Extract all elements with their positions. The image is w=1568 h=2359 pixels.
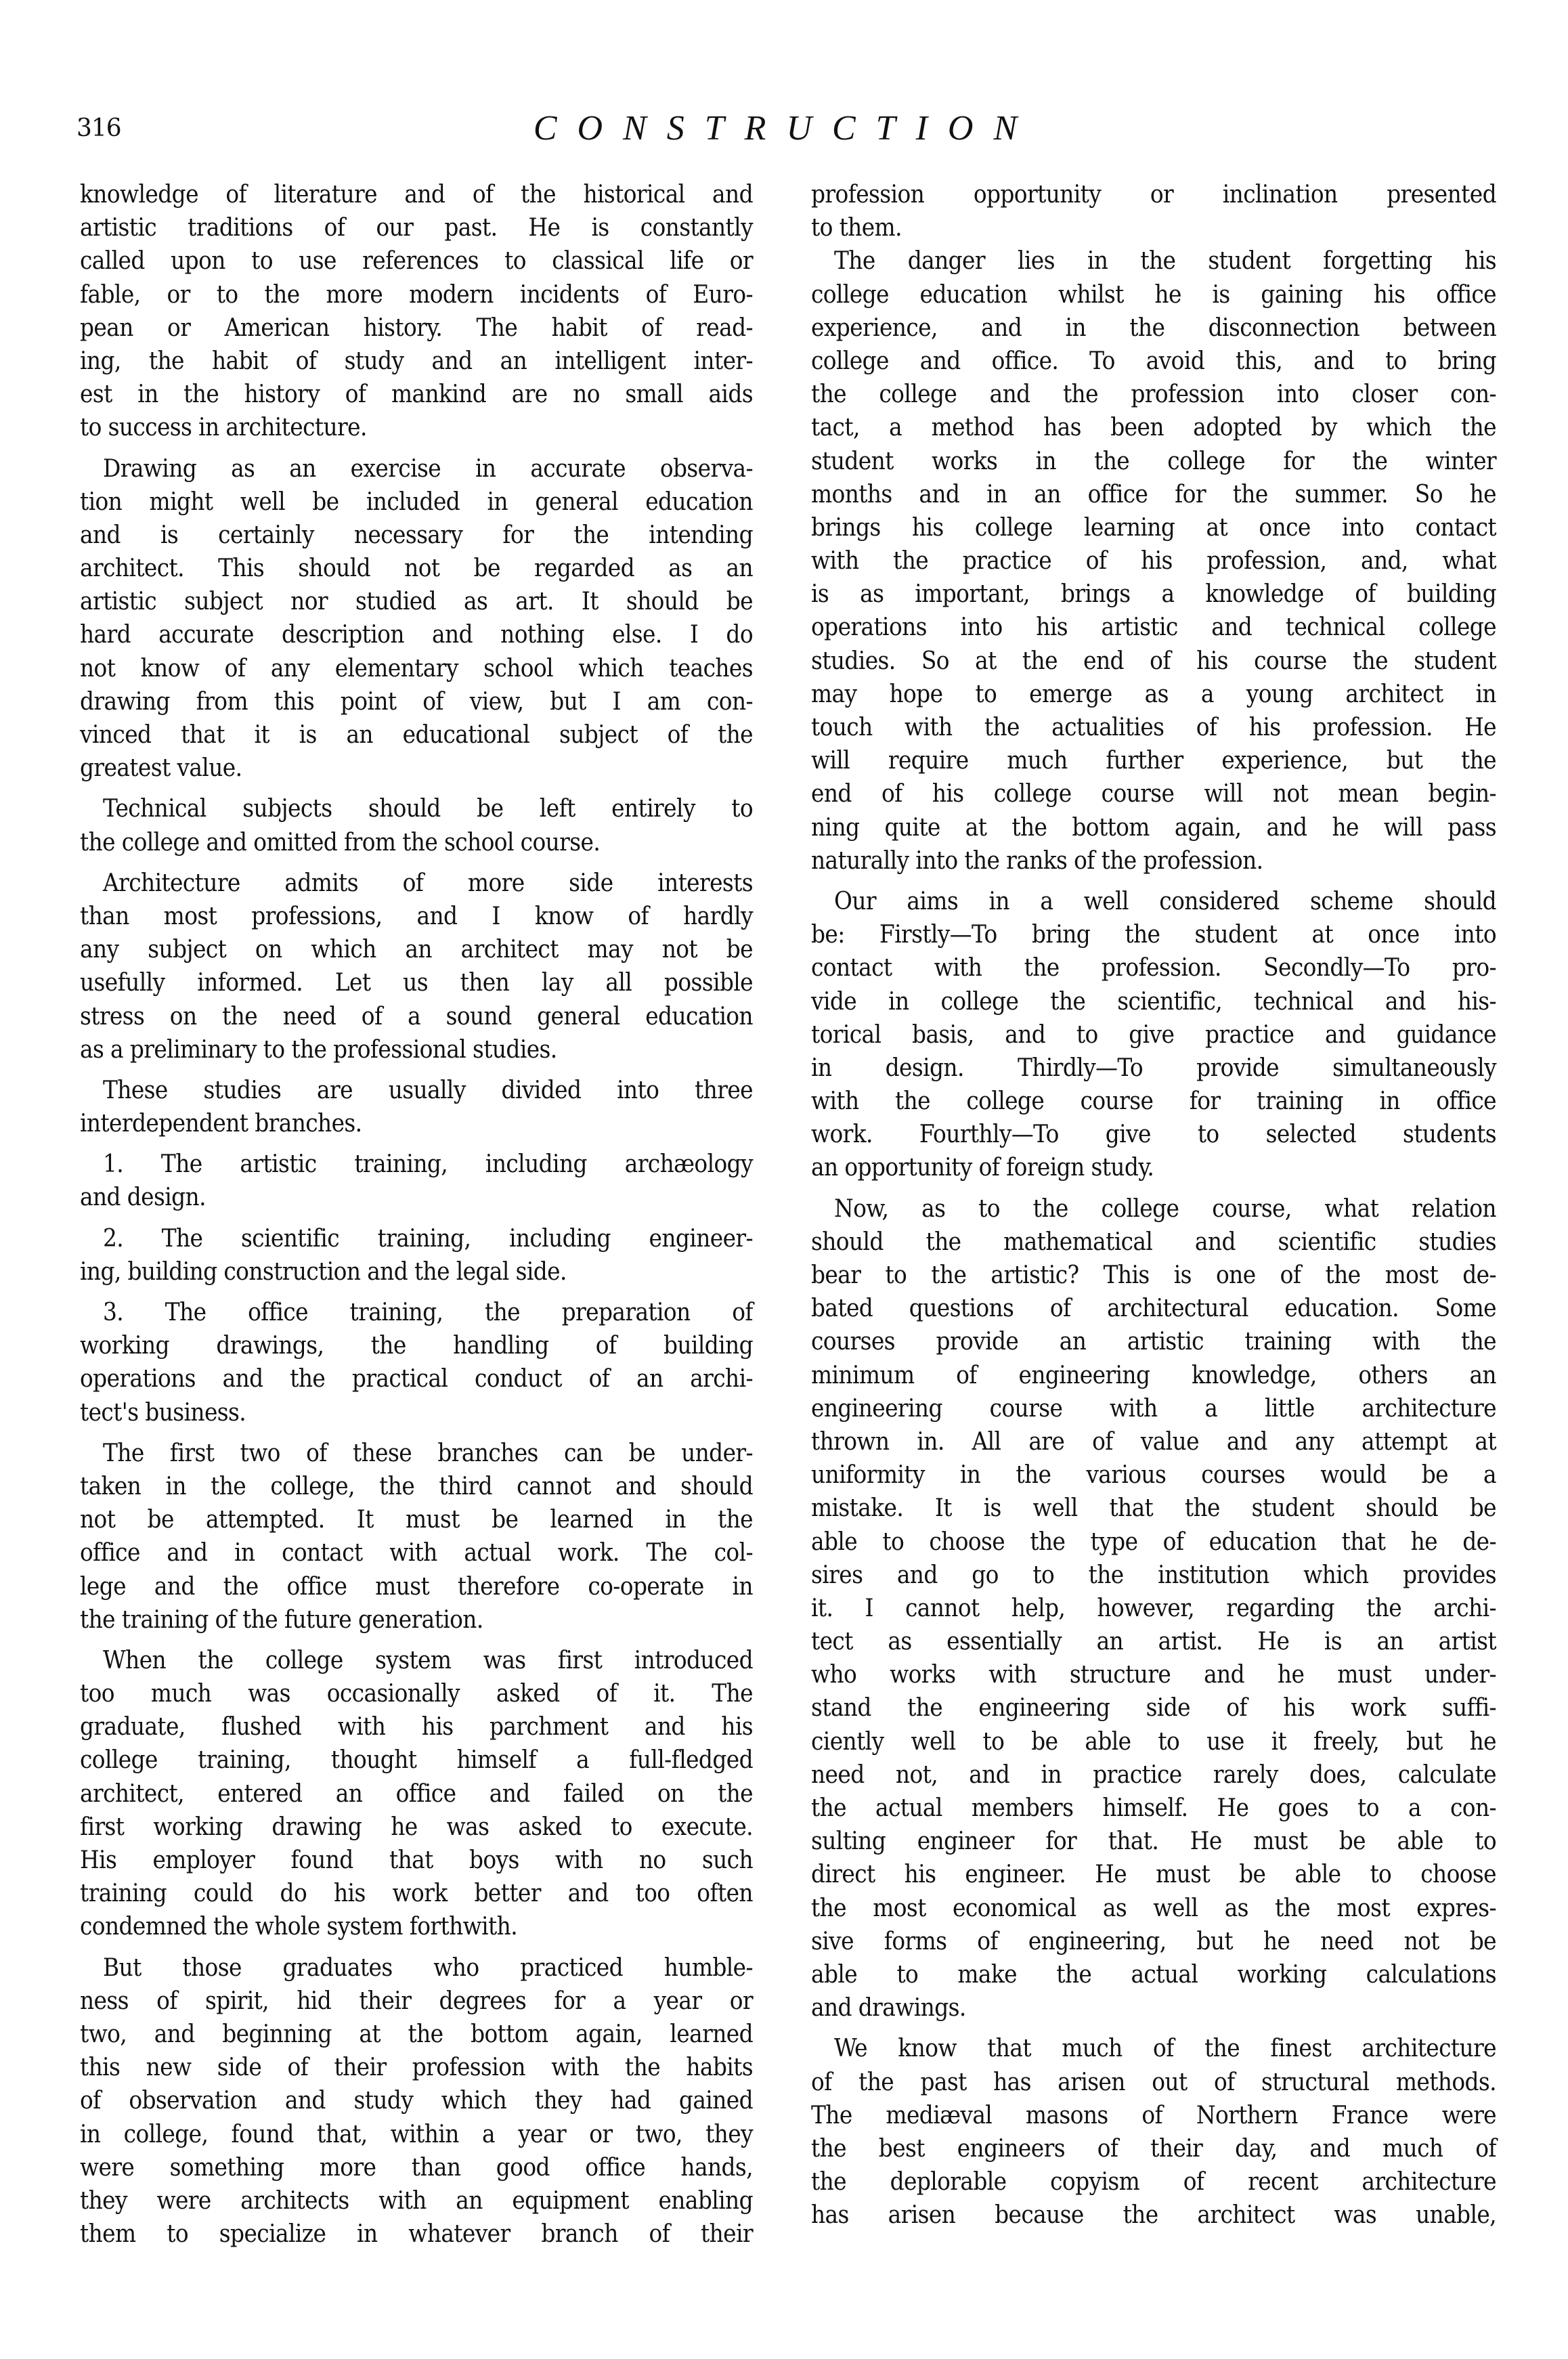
text-line: minimum of engineering knowledge, others an xyxy=(811,1360,1496,1389)
text-line: mistake. It is well that the student should be xyxy=(811,1493,1496,1523)
paragraph xyxy=(811,2031,1496,2231)
text-line: courses provide an artistic training with the xyxy=(811,1326,1496,1356)
paragraph xyxy=(80,177,753,444)
text-line: engineering course with a little architecture xyxy=(811,1393,1496,1423)
text-line: fable, or to the more modern incidents of Euro- xyxy=(80,279,753,309)
text-line: to success in architecture. xyxy=(80,412,367,442)
text-line: est in the history of mankind are no small aids xyxy=(80,379,753,409)
text-line: experience, and in the disconnection between xyxy=(811,312,1496,342)
text-line: These studies are usually divided into three xyxy=(103,1075,753,1104)
text-line: the actual members himself. He goes to a con- xyxy=(811,1793,1496,1822)
text-line: studies. So at the end of his course the student xyxy=(811,645,1496,675)
text-line: work. Fourthly—To give to selected students xyxy=(811,1119,1496,1149)
text-line: vide in college the scientific, technical and his- xyxy=(811,986,1496,1016)
text-line: 1. The artistic training, including archæology xyxy=(103,1149,753,1179)
text-line: the college and omitted from the school course. xyxy=(80,827,601,857)
text-line: may hope to emerge as a young architect in xyxy=(811,678,1496,708)
text-line: The danger lies in the student forgetting his xyxy=(834,246,1496,276)
text-line: When the college system was first introduced xyxy=(103,1645,753,1674)
text-line: the college and the profession into closer con- xyxy=(811,379,1496,409)
text-line: in design. Thirdly—To provide simultaneously xyxy=(811,1052,1496,1082)
text-line: ciently well to be able to use it freely, but he xyxy=(811,1726,1496,1756)
text-line: sires and go to the institution which provides xyxy=(811,1559,1496,1589)
text-line: is as important, brings a knowledge of building xyxy=(811,579,1496,609)
text-line: The first two of these branches can be under- xyxy=(103,1437,753,1467)
text-line: contact with the profession. Secondly—To pro- xyxy=(811,953,1496,982)
text-line: drawing from this point of view, but I am con- xyxy=(80,686,753,716)
text-line: college education whilst he is gaining his office xyxy=(811,279,1496,309)
text-line: not know of any elementary school which teaches xyxy=(80,653,753,683)
text-line: months and in an office for the summer. So he xyxy=(811,479,1496,508)
text-line: the most economical as well as the most expres- xyxy=(811,1892,1496,1922)
text-line: His employer found that boys with no such xyxy=(80,1845,753,1874)
paragraph xyxy=(80,1643,753,1943)
text-line: who works with structure and he must under- xyxy=(811,1660,1496,1689)
paragraph xyxy=(811,244,1496,877)
text-line: need not, and in practice rarely does, calculate xyxy=(811,1759,1496,1789)
text-line: We know that much of the finest architecture xyxy=(834,2033,1496,2063)
text-line: the training of the future generation. xyxy=(80,1604,483,1634)
text-line: ing, building construction and the legal side. xyxy=(80,1256,567,1286)
text-line: than most professions, and I know of hardly xyxy=(80,901,753,930)
text-line: college and office. To avoid this, and to bring xyxy=(811,345,1496,375)
paragraph xyxy=(80,1951,753,2251)
text-line: stress on the need of a sound general education xyxy=(80,1001,753,1031)
text-line: not be attempted. It must be learned in the xyxy=(80,1505,753,1534)
text-line: too much was occasionally asked of it. The xyxy=(80,1679,753,1708)
text-line: and design. xyxy=(80,1182,206,1212)
paragraph xyxy=(80,1147,753,1213)
text-line: Now, as to the college course, what relation xyxy=(834,1193,1496,1223)
text-line: training could do his work better and too often xyxy=(80,1878,753,1908)
text-line: The mediæval masons of Northern France were xyxy=(811,2100,1496,2129)
text-line: two, and beginning at the bottom again, learned xyxy=(80,2018,753,2048)
text-line: with the college course for training in office xyxy=(811,1086,1496,1116)
text-line: should the mathematical and scientific studies xyxy=(811,1226,1496,1256)
text-line: touch with the actualities of his profession. He xyxy=(811,712,1496,741)
text-line: stand the engineering side of his work suffi- xyxy=(811,1693,1496,1723)
paragraph xyxy=(80,1221,753,1288)
text-line: able to choose the type of education that he de- xyxy=(811,1526,1496,1556)
paragraph xyxy=(80,1436,753,1636)
text-line: brings his college learning at once into contact xyxy=(811,512,1496,542)
text-line: direct his engineer. He must be able to choose xyxy=(811,1859,1496,1889)
text-line: Technical subjects should be left entirely to xyxy=(103,794,753,823)
text-line: naturally into the ranks of the profession. xyxy=(811,845,1263,875)
text-line: called upon to use references to classical life or xyxy=(80,246,753,276)
text-line: student works in the college for the winter xyxy=(811,446,1496,475)
text-line: condemned the whole system forthwith. xyxy=(80,1911,518,1941)
text-line: first working drawing he was asked to execute. xyxy=(80,1811,753,1841)
text-line: tect as essentially an artist. He is an artist xyxy=(811,1626,1496,1656)
text-line: and is certainly necessary for the intending xyxy=(80,519,753,549)
text-line: were something more than good office hands, xyxy=(80,2152,753,2182)
text-line: it. I cannot help, however, regarding the archi- xyxy=(811,1593,1496,1622)
text-line: the deplorable copyism of recent architecture xyxy=(811,2167,1496,2196)
paragraph xyxy=(811,1192,1496,2025)
text-line: tion might well be included in general education xyxy=(80,486,753,516)
text-line: ness of spirit, hid their degrees for a year or xyxy=(80,1985,753,2015)
text-line: architect, entered an office and failed on the xyxy=(80,1778,753,1808)
text-line: in college, found that, within a year or two, they xyxy=(80,2119,753,2148)
page-number: 316 xyxy=(77,114,121,142)
paragraph xyxy=(811,884,1496,1184)
text-line: tect's business. xyxy=(80,1397,246,1427)
text-line: has arisen because the architect was unable, xyxy=(811,2200,1496,2230)
paragraph xyxy=(80,452,753,785)
text-line: sive forms of engineering, but he need not be xyxy=(811,1926,1496,1955)
paragraph xyxy=(80,866,753,1066)
text-line: end of his college course will not mean begin- xyxy=(811,779,1496,808)
text-line: interdependent branches. xyxy=(80,1108,362,1138)
text-line: Drawing as an exercise in accurate observa- xyxy=(103,453,753,483)
paragraph xyxy=(811,177,1496,244)
text-line: working drawings, the handling of building xyxy=(80,1330,753,1360)
paragraph xyxy=(80,792,753,858)
text-line: they were architects with an equipment enabling xyxy=(80,2185,753,2215)
text-line: thrown in. All are of value and any attempt at xyxy=(811,1426,1496,1456)
text-line: Our aims in a well considered scheme should xyxy=(834,886,1496,915)
text-line: greatest value. xyxy=(80,753,242,783)
text-line: But those graduates who practiced humble- xyxy=(103,1952,753,1982)
text-line: architect. This should not be regarded as an xyxy=(80,553,753,583)
text-line: college training, thought himself a full-fledged xyxy=(80,1745,753,1775)
text-line: ning quite at the bottom again, and he will pass xyxy=(811,812,1496,842)
text-line: graduate, flushed with his parchment and his xyxy=(80,1712,753,1741)
text-line: sulting engineer for that. He must be able to xyxy=(811,1826,1496,1856)
left-column xyxy=(80,177,753,2257)
running-head: CONSTRUCTION xyxy=(533,109,1038,148)
text-line: with the practice of his profession, and, what xyxy=(811,546,1496,576)
text-line: pean or American history. The habit of read- xyxy=(80,312,753,342)
text-line: the best engineers of their day, and much of xyxy=(811,2133,1496,2163)
text-line: lege and the office must therefore co-operate in xyxy=(80,1571,753,1601)
text-line: vinced that it is an educational subject of the xyxy=(80,720,753,749)
text-line: be: Firstly—To bring the student at once into xyxy=(811,919,1496,949)
text-line: 3. The office training, the preparation of xyxy=(103,1297,753,1326)
text-line: bear to the artistic? This is one of the most de- xyxy=(811,1260,1496,1289)
text-line: and drawings. xyxy=(811,1993,966,2022)
text-line: of observation and study which they had gained xyxy=(80,2085,753,2115)
text-line: bated questions of architectural education. Some xyxy=(811,1293,1496,1323)
text-line: Architecture admits of more side interests xyxy=(103,867,753,897)
text-line: as a preliminary to the professional studies. xyxy=(80,1034,557,1064)
right-column xyxy=(811,177,1496,2238)
text-line: office and in contact with actual work. The col- xyxy=(80,1538,753,1567)
text-line: 2. The scientific training, including engineer- xyxy=(103,1223,753,1253)
text-line: will require much further experience, but the xyxy=(811,745,1496,775)
paragraph xyxy=(80,1295,753,1429)
text-line: usefully informed. Let us then lay all possible xyxy=(80,968,753,997)
text-line: artistic subject nor studied as art. It should be xyxy=(80,586,753,616)
text-line: this new side of their profession with the habits xyxy=(80,2052,753,2082)
paragraph xyxy=(80,1073,753,1140)
text-line: of the past has arisen out of structural methods. xyxy=(811,2066,1496,2096)
text-line: taken in the college, the third cannot and should xyxy=(80,1471,753,1500)
text-line: hard accurate description and nothing else. I do xyxy=(80,620,753,649)
text-line: an opportunity of foreign study. xyxy=(811,1152,1154,1182)
text-line: them to specialize in whatever branch of their xyxy=(80,2219,753,2249)
text-line: torical basis, and to give practice and guidance xyxy=(811,1019,1496,1049)
text-line: able to make the actual working calculations xyxy=(811,1959,1496,1989)
text-line: ing, the habit of study and an intelligent inter- xyxy=(80,345,753,375)
text-line: knowledge of literature and of the historical and xyxy=(80,179,753,209)
text-line: profession opportunity or inclination presented xyxy=(811,179,1496,209)
text-line: any subject on which an architect may not be xyxy=(80,934,753,964)
text-line: tact, a method has been adopted by which the xyxy=(811,412,1496,442)
text-line: to them. xyxy=(811,213,902,242)
text-line: operations into his artistic and technical college xyxy=(811,612,1496,642)
text-line: uniformity in the various courses would be a xyxy=(811,1460,1496,1490)
text-line: artistic traditions of our past. He is constantly xyxy=(80,213,753,242)
text-line: operations and the practical conduct of an archi- xyxy=(80,1364,753,1393)
